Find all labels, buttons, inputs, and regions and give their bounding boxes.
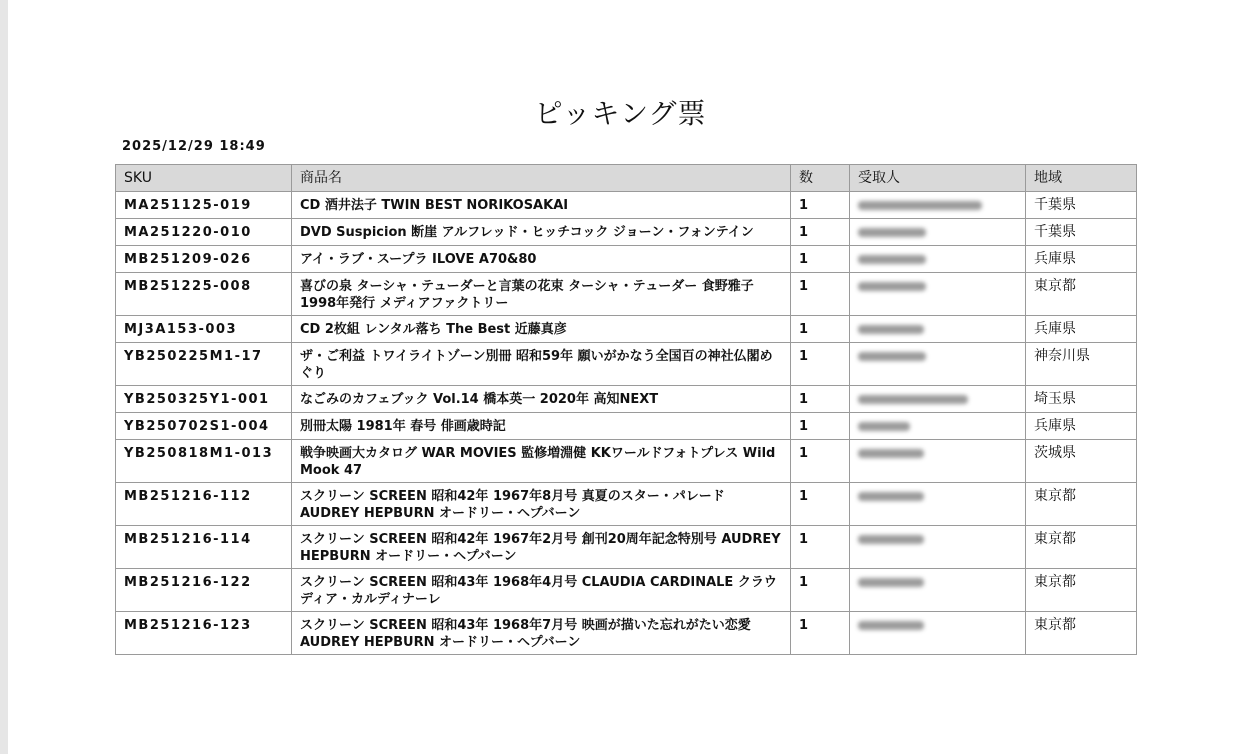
redacted-recipient-name [858, 228, 926, 237]
recipient-cell [850, 413, 1026, 440]
region-cell: 東京都 [1026, 526, 1137, 569]
region-cell: 兵庫県 [1026, 316, 1137, 343]
redacted-recipient-name [858, 449, 924, 458]
recipient-cell [850, 273, 1026, 316]
quantity-cell: 1 [791, 386, 850, 413]
item-name-cell: 戦争映画大カタログ WAR MOVIES 監修増淵健 KKワールドフォトプレス Wild Mook 47 [292, 440, 791, 483]
redacted-recipient-name [858, 578, 924, 587]
column-header-sku: SKU [116, 165, 292, 192]
item-name-cell: ザ・ご利益 トワイライトゾーン別冊 昭和59年 願いがかなう全国百の神社仏閣めぐり [292, 343, 791, 386]
sku-cell: MB251216-122 [116, 569, 292, 612]
recipient-cell [850, 192, 1026, 219]
quantity-cell: 1 [791, 612, 850, 655]
quantity-cell: 1 [791, 483, 850, 526]
quantity-cell: 1 [791, 219, 850, 246]
quantity-cell: 1 [791, 316, 850, 343]
redacted-recipient-name [858, 201, 982, 210]
recipient-cell [850, 569, 1026, 612]
redacted-recipient-name [858, 282, 926, 291]
quantity-cell: 1 [791, 246, 850, 273]
item-name-cell: 別冊太陽 1981年 春号 俳画歳時記 [292, 413, 791, 440]
item-name-cell: スクリーン SCREEN 昭和42年 1967年2月号 創刊20周年記念特別号 AUDREY HEPBURN オードリー・ヘプバーン [292, 526, 791, 569]
table-row [116, 316, 1137, 343]
region-cell: 東京都 [1026, 569, 1137, 612]
region-cell: 東京都 [1026, 273, 1137, 316]
redacted-recipient-name [858, 621, 924, 630]
sku-cell: YB250225M1-17 [116, 343, 292, 386]
table-row [116, 526, 1137, 569]
item-name-cell: スクリーン SCREEN 昭和42年 1967年8月号 真夏のスター・パレード AUDREY HEPBURN オードリー・ヘプバーン [292, 483, 791, 526]
column-header-qty: 数 [791, 165, 850, 192]
redacted-recipient-name [858, 395, 968, 404]
sku-cell: YB250702S1-004 [116, 413, 292, 440]
item-name-cell: スクリーン SCREEN 昭和43年 1968年4月号 CLAUDIA CARDINALE クラウディア・カルディナーレ [292, 569, 791, 612]
sku-cell: MB251209-026 [116, 246, 292, 273]
table-row [116, 219, 1137, 246]
recipient-cell [850, 219, 1026, 246]
region-cell: 神奈川県 [1026, 343, 1137, 386]
sku-cell: YB250325Y1-001 [116, 386, 292, 413]
column-header-region: 地域 [1026, 165, 1137, 192]
redacted-recipient-name [858, 255, 926, 264]
recipient-cell [850, 246, 1026, 273]
region-cell: 東京都 [1026, 612, 1137, 655]
table-row [116, 440, 1137, 483]
document-title: ピッキング票 [534, 97, 707, 130]
sku-cell: MJ3A153-003 [116, 316, 292, 343]
recipient-cell [850, 440, 1026, 483]
item-name-cell: アイ・ラブ・スープラ ILOVE A70&80 [292, 246, 791, 273]
table-row [116, 569, 1137, 612]
table-header-row [116, 165, 1137, 192]
quantity-cell: 1 [791, 440, 850, 483]
redacted-recipient-name [858, 352, 926, 361]
sku-cell: MB251216-112 [116, 483, 292, 526]
quantity-cell: 1 [791, 273, 850, 316]
recipient-cell [850, 316, 1026, 343]
quantity-cell: 1 [791, 413, 850, 440]
printed-timestamp: 2025/12/29 18:49 [122, 139, 266, 154]
region-cell: 茨城県 [1026, 440, 1137, 483]
table-row [116, 343, 1137, 386]
sku-cell: MA251125-019 [116, 192, 292, 219]
sku-cell: MB251216-114 [116, 526, 292, 569]
recipient-cell [850, 526, 1026, 569]
region-cell: 兵庫県 [1026, 246, 1137, 273]
viewer-left-gutter [0, 0, 8, 754]
recipient-cell [850, 343, 1026, 386]
sku-cell: YB250818M1-013 [116, 440, 292, 483]
table-row [116, 612, 1137, 655]
item-name-cell: CD 2枚組 レンタル落ち The Best 近藤真彦 [292, 316, 791, 343]
column-header-recipient: 受取人 [850, 165, 1026, 192]
region-cell: 兵庫県 [1026, 413, 1137, 440]
document-page [8, 0, 1233, 754]
quantity-cell: 1 [791, 569, 850, 612]
item-name-cell: 喜びの泉 ターシャ・テューダーと言葉の花束 ターシャ・テューダー 食野雅子 1998年発行 メディアファクトリー [292, 273, 791, 316]
item-name-cell: CD 酒井法子 TWIN BEST NORIKOSAKAI [292, 192, 791, 219]
quantity-cell: 1 [791, 192, 850, 219]
table-row [116, 192, 1137, 219]
recipient-cell [850, 612, 1026, 655]
redacted-recipient-name [858, 422, 910, 431]
item-name-cell: スクリーン SCREEN 昭和43年 1968年7月号 映画が描いた忘れがたい恋愛 AUDREY HEPBURN オードリー・ヘプバーン [292, 612, 791, 655]
item-name-cell: なごみのカフェブック Vol.14 橋本英一 2020年 高知NEXT [292, 386, 791, 413]
table-row [116, 413, 1137, 440]
quantity-cell: 1 [791, 526, 850, 569]
sku-cell: MA251220-010 [116, 219, 292, 246]
table-row [116, 483, 1137, 526]
recipient-cell [850, 386, 1026, 413]
item-name-cell: DVD Suspicion 断崖 アルフレッド・ヒッチコック ジョーン・フォンテイン [292, 219, 791, 246]
table-row [116, 386, 1137, 413]
sku-cell: MB251225-008 [116, 273, 292, 316]
table-row [116, 246, 1137, 273]
redacted-recipient-name [858, 492, 924, 501]
redacted-recipient-name [858, 535, 924, 544]
region-cell: 東京都 [1026, 483, 1137, 526]
sku-cell: MB251216-123 [116, 612, 292, 655]
column-header-item: 商品名 [292, 165, 791, 192]
redacted-recipient-name [858, 325, 924, 334]
region-cell: 埼玉県 [1026, 386, 1137, 413]
region-cell: 千葉県 [1026, 219, 1137, 246]
recipient-cell [850, 483, 1026, 526]
table-row [116, 273, 1137, 316]
picking-table [115, 164, 1137, 655]
quantity-cell: 1 [791, 343, 850, 386]
region-cell: 千葉県 [1026, 192, 1137, 219]
